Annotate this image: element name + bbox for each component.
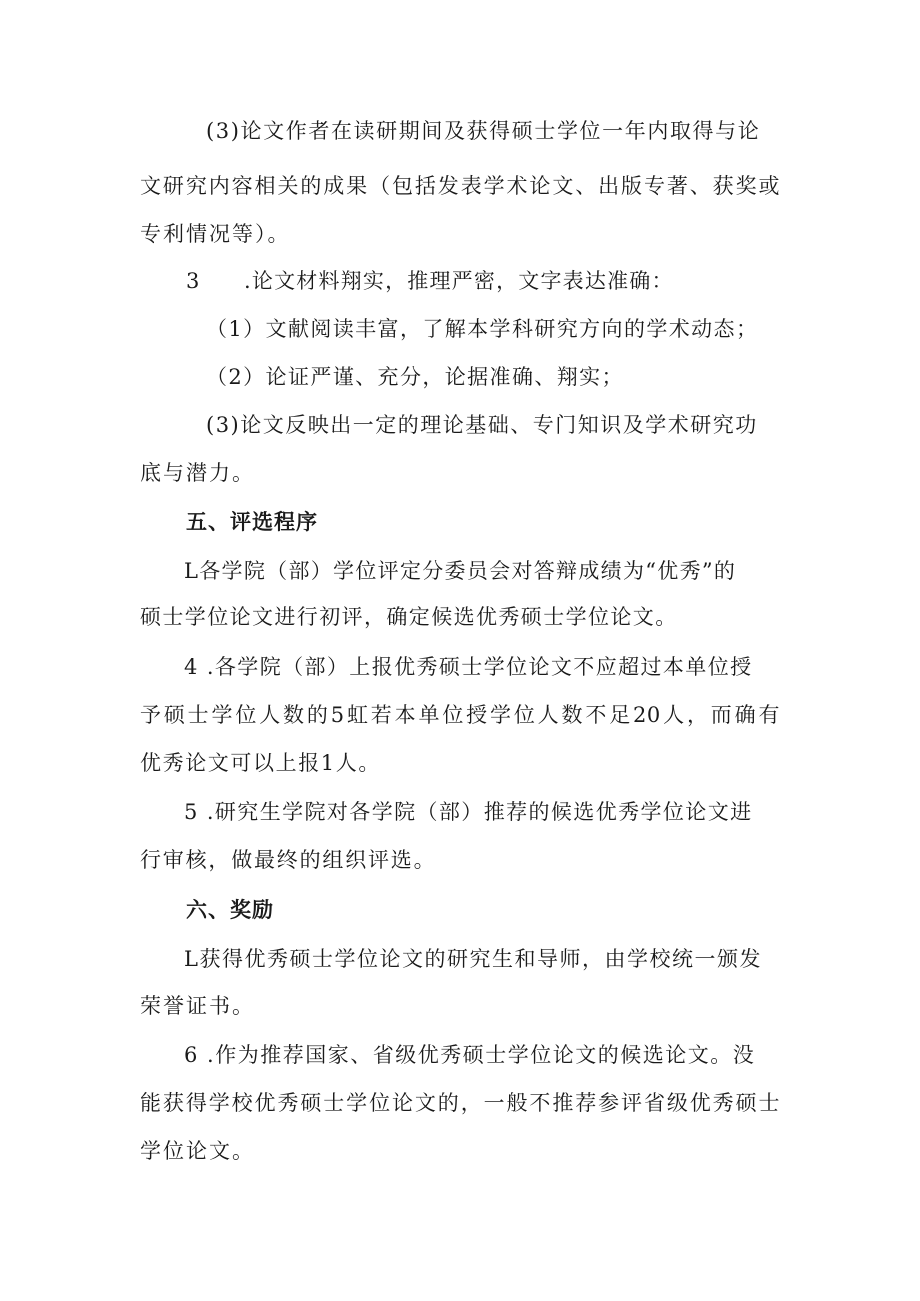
paragraph-line: 5 .研究生学院对各学院（部）推荐的候选优秀学位论文进 [184, 800, 753, 824]
paragraph-line: 能获得学校优秀硕士学位论文的，一般不推荐参评省级优秀硕士 [140, 1091, 780, 1115]
paragraph-line: 专利情况等）。 [140, 222, 291, 246]
paragraph-line: 优秀论文可以上报1人。 [140, 751, 381, 775]
paragraph-line: 予硕士学位人数的5虹若本单位授学位人数不足20人，而确有 [140, 703, 780, 727]
paragraph-line: 硕士学位论文进行初评，确定候选优秀硕士学位论文。 [140, 605, 678, 629]
paragraph-line: 行审核，做最终的组织评选。 [140, 848, 437, 872]
paragraph-line: (3)论文作者在读研期间及获得硕士学位一年内取得与论 [206, 119, 761, 143]
paragraph-line: 4 .各学院（部）上报优秀硕士学位论文不应超过本单位授 [184, 655, 753, 679]
paragraph-line: .论文材料翔实，推理严密，文字表达准确： [244, 269, 674, 293]
paragraph-line: （2）论证严谨、充分，论据准确、翔实； [206, 365, 624, 389]
list-number: 3 [186, 269, 200, 293]
paragraph-line: L获得优秀硕士学位论文的研究生和导师，由学校统一颁发 [184, 947, 762, 971]
paragraph-line: 底与潜力。 [140, 461, 255, 485]
section-heading: 五、评选程序 [186, 510, 318, 534]
paragraph-line: 荣誉证书。 [140, 994, 255, 1018]
section-heading: 六、奖励 [186, 898, 274, 922]
paragraph-line: (3)论文反映出一定的理论基础、专门知识及学术研究功 [206, 413, 758, 437]
paragraph-line: （1）文献阅读丰富，了解本学科研究方向的学术动态； [206, 317, 759, 341]
paragraph-line: 6 .作为推荐国家、省级优秀硕士学位论文的候选论文。没 [184, 1043, 756, 1067]
paragraph-line: 学位论文。 [140, 1139, 255, 1163]
paragraph-line: L各学院（部）学位评定分委员会对答辩成绩为“优秀”的 [184, 559, 737, 583]
paragraph-line: 文研究内容相关的成果（包括发表学术论文、出版专著、获奖或 [140, 174, 780, 198]
